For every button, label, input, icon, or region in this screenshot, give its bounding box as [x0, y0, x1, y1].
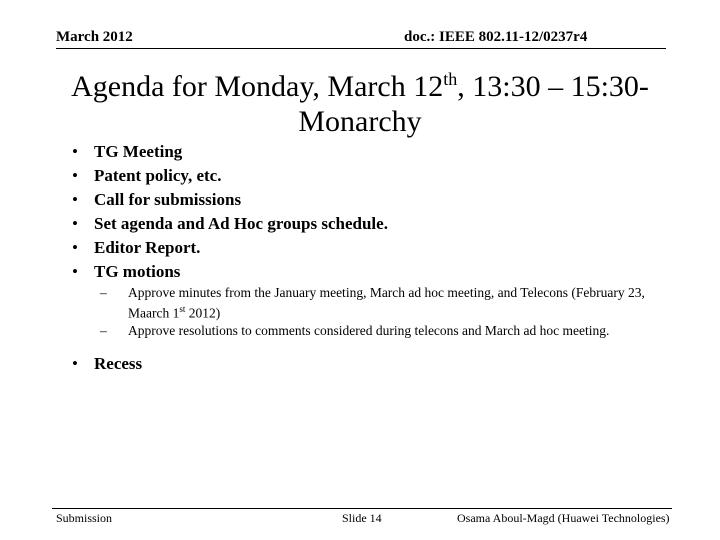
sub-item-text: Approve resolutions to comments considered during telecons and March ad hoc meeting.: [128, 322, 610, 338]
sub-item-text-tail: 2012): [185, 305, 221, 321]
slide-title: [20, 62, 700, 139]
recess-label: Recess: [94, 354, 143, 373]
title-line2: Monarchy: [298, 105, 422, 138]
agenda-item-label: Editor Report.: [94, 238, 201, 257]
agenda-item: [64, 260, 388, 284]
agenda-item-label: Set agenda and Ad Hoc groups schedule.: [94, 214, 388, 233]
bullet-icon: •: [72, 190, 78, 209]
sub-item-text: Approve minutes from the January meeting, March ad hoc meeting, and Telecons (February 23, Maarch 1: [128, 285, 645, 321]
bullet-icon: •: [72, 354, 78, 373]
dash-icon: –: [100, 322, 107, 338]
agenda-item: [64, 140, 388, 164]
title-superscript: th: [443, 69, 458, 89]
agenda-item-label: TG motions: [94, 262, 181, 281]
sub-item: [100, 323, 660, 339]
agenda-item-label: Patent policy, etc.: [94, 166, 222, 185]
bullet-icon: •: [72, 262, 78, 281]
agenda-item-label: Call for submissions: [94, 190, 242, 209]
agenda-item: [64, 164, 388, 188]
motions-sublist: [100, 285, 660, 340]
header-rule: [56, 48, 666, 49]
footer-submission: Submission: [56, 511, 113, 525]
footer-author: Osama Aboul-Magd (Huawei Technologies): [457, 511, 670, 525]
agenda-list: [64, 140, 388, 284]
sub-item: [100, 285, 660, 322]
header-date: March 2012: [56, 29, 133, 45]
footer-rule: [52, 508, 672, 509]
agenda-item: [64, 236, 388, 260]
bullet-icon: •: [72, 166, 78, 185]
bullet-icon: •: [72, 142, 78, 161]
agenda-item-label: TG Meeting: [94, 142, 183, 161]
sub-item-superscript: st: [179, 304, 186, 314]
dash-icon: –: [100, 285, 107, 300]
bullet-icon: •: [72, 238, 78, 257]
recess-item: [64, 352, 142, 376]
title-prefix: Agenda for Monday, March 12: [71, 70, 444, 103]
title-suffix: , 13:30 – 15:30-: [457, 70, 649, 103]
agenda-item: [64, 188, 388, 212]
bullet-icon: •: [72, 214, 78, 233]
agenda-item: [64, 212, 388, 236]
footer-slide-number: Slide 14: [342, 511, 382, 525]
header-doc-id: doc.: IEEE 802.11-12/0237r4: [404, 29, 588, 45]
